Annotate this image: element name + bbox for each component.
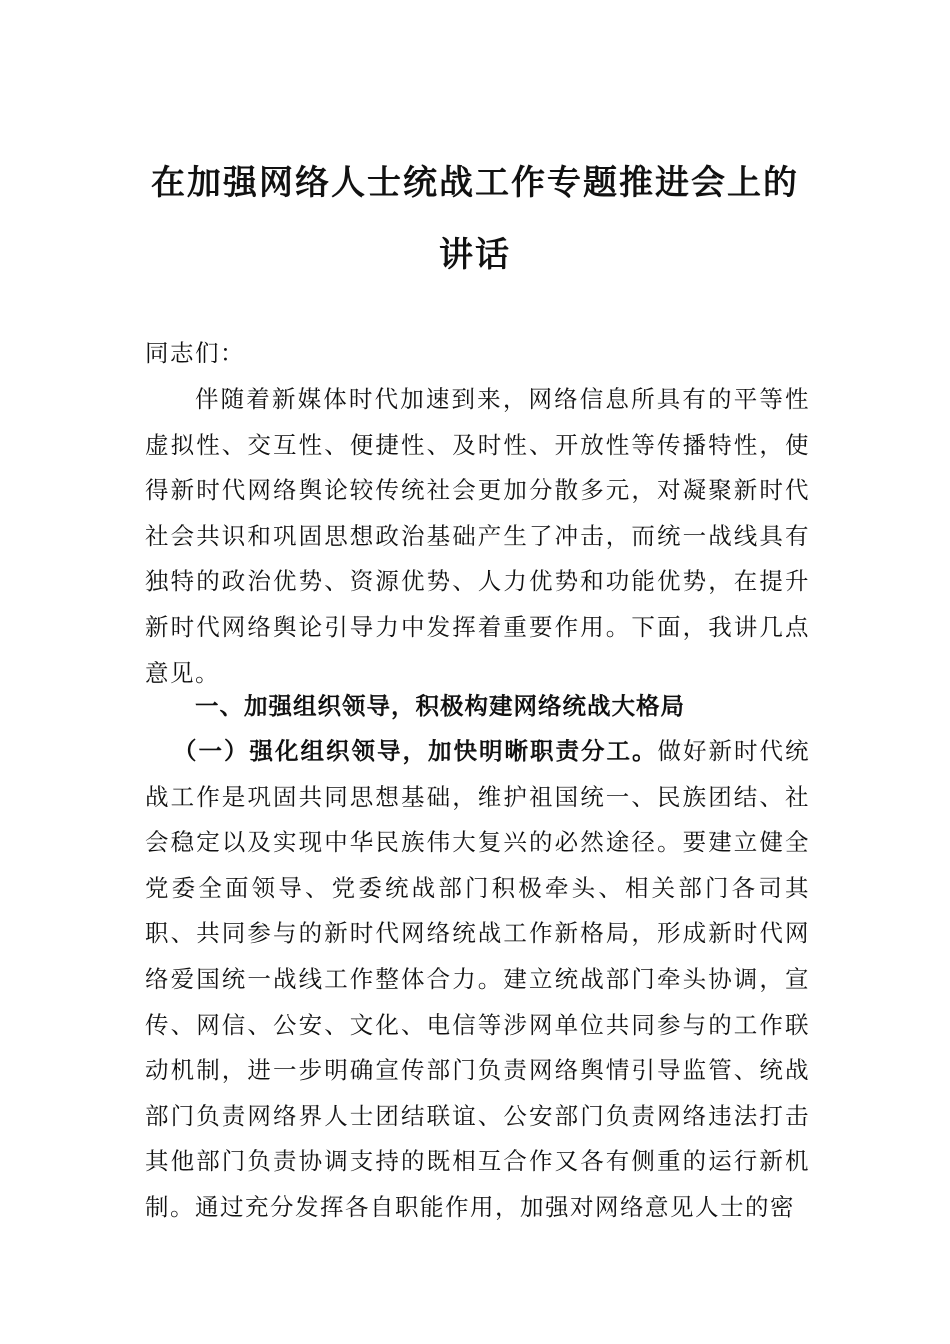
paragraph-intro: 伴随着新媒体时代加速到来，网络信息所具有的平等性虚拟性、交互性、便捷性、及时性、开放性等传播特性，使得新时代网络舆论较传统社会更加分散多元，对凝聚新时代社会共识和巩固思想政治基础产生了冲击，而统一战线具有独特的政治优势、资源优势、人力优势和功能优势，在提升新时代网络舆论引导力中发挥着重要作用。下面，我讲几点意见。 <box>145 385 810 687</box>
paragraph-section1-1-text: 做好新时代统战工作是巩固共同思想基础，维护祖国统一、民族团结、社会稳定以及实现中华民族伟大复兴的必然途径。要建立健全党委全面领导、党委统战部门积极牵头、相关部门各司其职、共同参与的新时代网络统战工作新格局，形成新时代网络爱国统一战线工作整体合力。建立统战部门牵头协调，宣传、网信、公安、文化、电信等涉网单位共同参与的工作联动机制，进一步明确宣传部门负责网络舆情引导监管、统战部门负责网络界人士团结联谊、公安部门负责网络违法打击其他部门负责协调支持的既相互合作又各有侧重的运行新机制。通过充分发挥各自职能作用，加强对网络意见人士的密 <box>145 737 810 1221</box>
subsection-heading-1: （一）强化组织领导，加快明晰职责分工。 <box>173 737 658 765</box>
document-title-line2: 讲话 <box>439 235 511 275</box>
salutation: 同志们： <box>145 339 245 367</box>
document-title-line1: 在加强网络人士统战工作专题推进会上的 <box>151 163 799 203</box>
section-heading-1: 一、加强组织领导，积极构建网络统战大格局 <box>195 692 685 720</box>
paragraph-section1-1 <box>145 729 810 1231</box>
